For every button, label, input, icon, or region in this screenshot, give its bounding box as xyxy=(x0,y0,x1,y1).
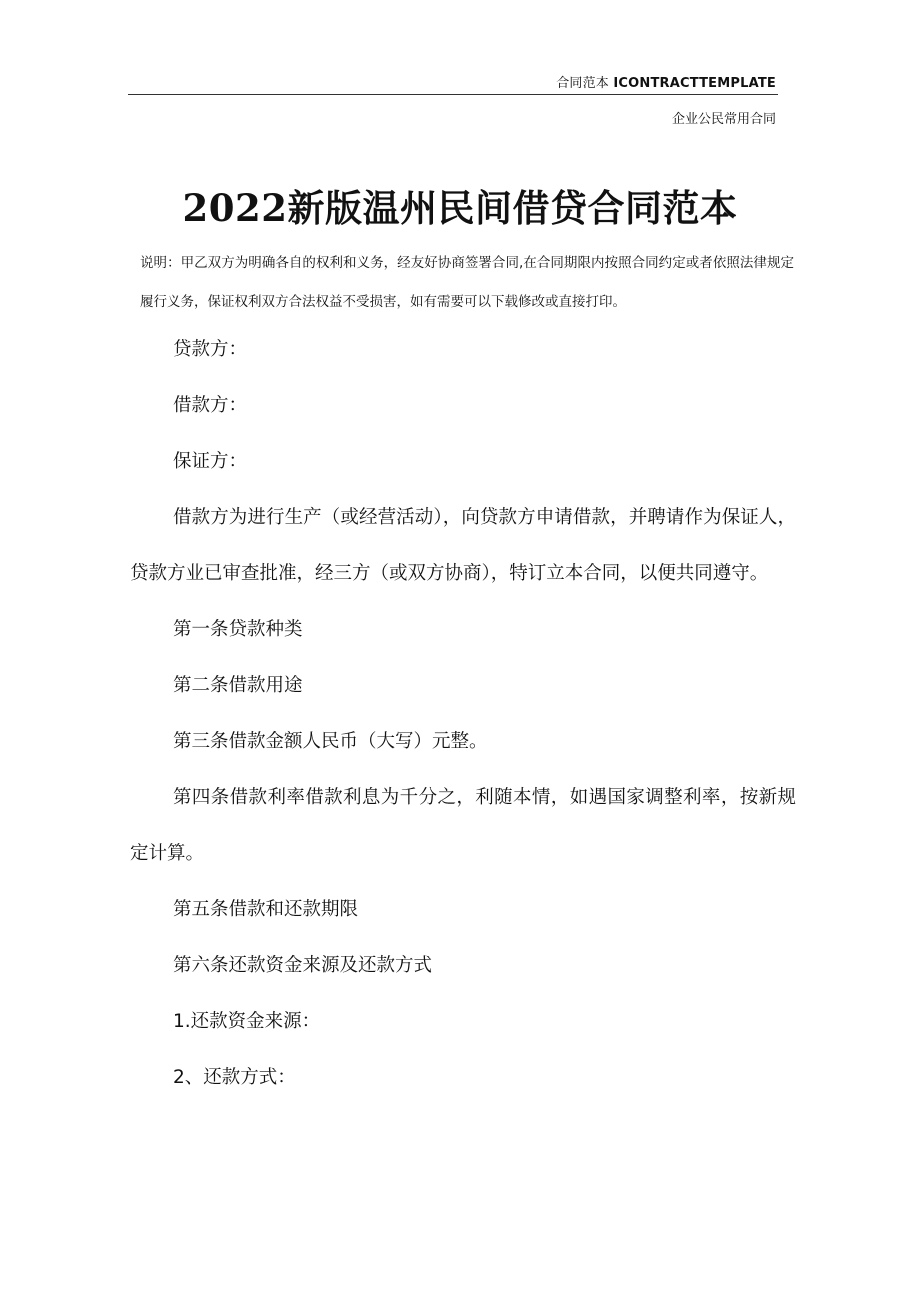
header-category: 企业公民常用合同 xyxy=(671,112,776,127)
article-3: 第三条借款金额人民币（大写）元整。 xyxy=(173,731,488,752)
document-note: 说明：甲乙双方为明确各自的权利和义务，经友好协商签署合同,在合同期限内按照合同约定或者依照法律规定履行义务，保证权利双方合法权益不受损害，如有需要可以下载修改或直接打印。 xyxy=(140,255,794,310)
article-6-item-1: 1.还款资金来源： xyxy=(173,1011,321,1032)
running-header xyxy=(556,72,776,91)
header-template-cn: 合同范本 xyxy=(556,76,609,91)
party-guarantor: 保证方： xyxy=(173,451,248,472)
preamble-paragraph: 借款方为进行生产（或经营活动），向贷款方申请借款，并聘请作为保证人，贷款方业已审查批准，经三方（或双方协商），特订立本合同，以便共同遵守。 xyxy=(130,507,796,584)
article-2: 第二条借款用途 xyxy=(173,675,303,696)
article-1: 第一条贷款种类 xyxy=(173,619,303,640)
article-4: 第四条借款利率借款利息为千分之，利随本情，如遇国家调整利率，按新规定计算。 xyxy=(130,787,796,864)
header-template-en: ICONTRACTTEMPLATE xyxy=(613,76,776,91)
article-6: 第六条还款资金来源及还款方式 xyxy=(173,955,433,976)
article-6-item-2: 2、还款方式： xyxy=(173,1067,296,1088)
article-5: 第五条借款和还款期限 xyxy=(173,899,359,920)
contract-body xyxy=(130,322,796,1106)
party-lender: 贷款方： xyxy=(173,339,248,360)
document-title: 2022新版温州民间借贷合同范本 xyxy=(182,186,738,230)
header-divider xyxy=(128,94,778,95)
party-borrower: 借款方： xyxy=(173,395,248,416)
